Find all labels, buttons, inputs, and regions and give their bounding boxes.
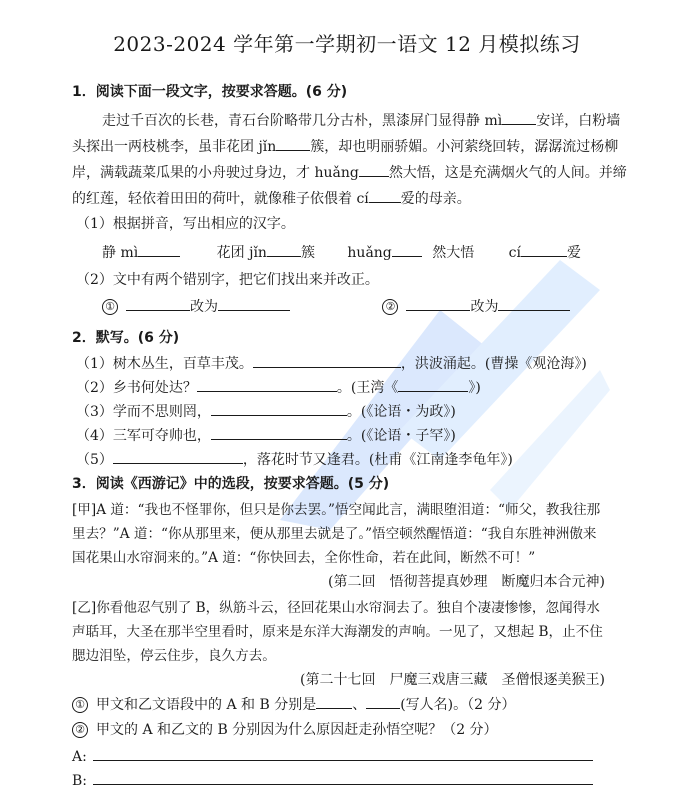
dictation-2-title[interactable] xyxy=(398,377,468,392)
dictation-2[interactable] xyxy=(197,377,337,392)
q3-jia-line-2: 里去？”A 道：“你从那里来，便从那里去就是了。”悟空顿然醒悟道：“我自东胜神洲傲来 xyxy=(72,526,597,542)
answer-line-b: B: xyxy=(72,770,593,791)
q3-yi-source: (第二十七回 尸魔三戏唐三藏 圣僧恨逐美猴王) xyxy=(300,672,605,688)
q2-line-5: （5） ，落花时节又逢君。(杜甫《江南逢李龟年》) xyxy=(76,449,513,470)
q3-jia-line-1: [甲]A 道：“我也不怪罪你，但只是你去罢。”悟空闻此言，满眼堕泪道：“师父，教我往那 xyxy=(72,502,601,518)
q3-yi-line-1: [乙]你看他忍气别了 B，纵筋斗云，径回花果山水帘洞去了。独自个凄凄惨惨，忽闻得水 xyxy=(72,600,600,616)
dictation-1[interactable] xyxy=(253,353,401,368)
q1-sub1: （1）根据拼音，写出相应的汉字。 xyxy=(76,216,295,232)
q1-passage-line-4: 的红莲，轻依着田田的荷叶，就像稚子依偎着 cí 爱的母亲。 xyxy=(72,188,471,209)
dictation-3[interactable] xyxy=(211,401,347,416)
answer-a-input[interactable] xyxy=(93,746,593,761)
blank-ci[interactable] xyxy=(369,188,401,203)
typo-2[interactable] xyxy=(406,296,470,311)
correction-1[interactable] xyxy=(218,296,290,311)
answer-b-input[interactable] xyxy=(93,770,593,785)
answer-mi[interactable] xyxy=(138,242,180,257)
q1-passage-line-3: 岸，满载蔬菜瓜果的小舟驶过身边，才 huǎng 然大悟，这是充满烟火气的人间。并缔 xyxy=(72,162,627,183)
answer-jin[interactable] xyxy=(267,242,301,257)
correction-2[interactable] xyxy=(498,296,570,311)
answer-name-b[interactable] xyxy=(366,694,400,709)
q3-sub2: ② 甲文的 A 和乙文的 B 分别因为什么原因赶走孙悟空呢？（2 分） xyxy=(72,720,498,740)
q2-line-2: （2）乡书何处达？ 。(王湾《 》) xyxy=(76,377,481,398)
q3-sub1: ① 甲文和乙文语段中的 A 和 B 分别是 、 (写人名)。（2 分） xyxy=(72,694,515,715)
q3-yi-line-2: 声聒耳，大圣在那半空里看时，原来是东洋大海潮发的声响。一见了，又想起 B，止不住 xyxy=(72,624,603,640)
q1-fix-row: ① 改为 ② 改为 xyxy=(102,296,570,317)
q3-yi-line-3: 腮边泪坠，停云住步，良久方去。 xyxy=(72,648,276,664)
q2-line-3: （3）学而不思则罔， 。(《论语・为政》) xyxy=(76,401,456,422)
q3-jia-source: (第二回 悟彻菩提真妙理 断魔归本合元神) xyxy=(328,574,605,590)
answer-name-a[interactable] xyxy=(316,694,352,709)
q2-line-4: （4）三军可夺帅也， 。(《论语・子罕》) xyxy=(76,425,456,446)
dictation-4[interactable] xyxy=(211,425,347,440)
q1-passage-line-1: 走过千百次的长巷，青石台阶略带几分古朴，黑漆屏门显得静 mì 安详，白粉墙 xyxy=(102,110,620,131)
blank-jin[interactable] xyxy=(276,136,310,151)
typo-1[interactable] xyxy=(126,296,190,311)
answer-huang[interactable] xyxy=(392,242,422,257)
dictation-5[interactable] xyxy=(113,449,243,464)
q2-heading: 2．默写。(6 分) xyxy=(72,330,180,346)
q3-jia-line-3: 国花果山水帘洞来的。”A 道：“你快回去，全你性命，若在此间，断然不可！” xyxy=(72,550,536,566)
q1-heading: 1．阅读下面一段文字，按要求答题。(6 分) xyxy=(72,84,348,100)
page-title: 2023-2024 学年第一学期初一语文 12 月模拟练习 xyxy=(113,32,581,56)
q1-pinyin-row: 静 mì 花团 jǐn 簇 huǎng 然大悟 cí 爱 xyxy=(102,242,581,263)
q1-sub2: （2）文中有两个错别字，把它们找出来并改正。 xyxy=(76,272,379,288)
q2-line-1: （1）树木丛生，百草丰茂。 ，洪波涌起。(曹操《观沧海》) xyxy=(76,353,587,374)
answer-ci[interactable] xyxy=(521,242,567,257)
q3-heading: 3．阅读《西游记》中的选段，按要求答题。(5 分) xyxy=(72,476,390,492)
blank-mi[interactable] xyxy=(502,110,536,125)
blank-huang[interactable] xyxy=(359,162,389,177)
answer-line-a: A: xyxy=(72,746,593,767)
q1-passage-line-2: 头探出一两枝桃李，虽非花团 jǐn 簇，却也明丽骄媚。小河萦绕回转，潺潺流过杨柳 xyxy=(72,136,618,157)
